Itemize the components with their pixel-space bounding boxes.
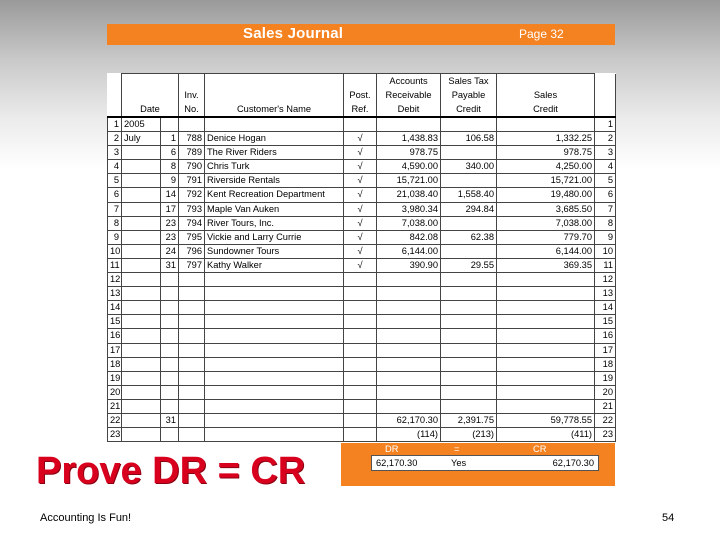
sales-tax-credit bbox=[441, 301, 497, 315]
invoice-number bbox=[179, 315, 205, 329]
sales-credit bbox=[497, 273, 595, 287]
invoice-number bbox=[179, 287, 205, 301]
accounts-receivable-debit bbox=[377, 287, 441, 301]
row-number: 6 bbox=[108, 188, 122, 202]
sales-tax-credit: 106.58 bbox=[441, 132, 497, 146]
accounts-receivable-debit: 3,980.34 bbox=[377, 202, 441, 216]
invoice-number bbox=[179, 343, 205, 357]
date-month-year bbox=[122, 230, 161, 244]
prove-cr-label: CR bbox=[533, 444, 547, 454]
row-number: 8 bbox=[108, 216, 122, 230]
customer-name: River Tours, Inc. bbox=[205, 216, 344, 230]
customer-name bbox=[205, 329, 344, 343]
accounts-receivable-debit bbox=[377, 385, 441, 399]
post-ref: √ bbox=[344, 230, 377, 244]
date-month-year bbox=[122, 301, 161, 315]
row-number: 17 bbox=[108, 343, 122, 357]
table-row bbox=[108, 413, 616, 427]
sales-credit bbox=[497, 287, 595, 301]
row-number: 14 bbox=[108, 301, 122, 315]
post-ref bbox=[344, 343, 377, 357]
sales-credit bbox=[497, 371, 595, 385]
accounts-receivable-debit bbox=[377, 329, 441, 343]
date-day: 31 bbox=[161, 413, 179, 427]
accounts-receivable-debit bbox=[377, 117, 441, 132]
date-month-year bbox=[122, 258, 161, 272]
row-number: 20 bbox=[108, 385, 122, 399]
customer-name bbox=[205, 117, 344, 132]
row-number-right: 6 bbox=[595, 188, 616, 202]
date-header: Date bbox=[122, 102, 179, 117]
right-number-header bbox=[595, 74, 616, 89]
sales-credit bbox=[497, 357, 595, 371]
invoice-number bbox=[179, 385, 205, 399]
row-number: 10 bbox=[108, 244, 122, 258]
inv-header-line2: Inv. bbox=[179, 88, 205, 102]
sales-header-line1 bbox=[497, 74, 595, 89]
date-day bbox=[161, 273, 179, 287]
sales-credit: 15,721.00 bbox=[497, 174, 595, 188]
sales-credit: 3,685.50 bbox=[497, 202, 595, 216]
post-ref: √ bbox=[344, 160, 377, 174]
tax-header-line1: Sales Tax bbox=[441, 74, 497, 89]
invoice-number bbox=[179, 329, 205, 343]
row-number-right: 5 bbox=[595, 174, 616, 188]
row-number-right: 16 bbox=[595, 329, 616, 343]
ar-header-line2: Receivable bbox=[377, 88, 441, 102]
accounts-receivable-debit: 15,721.00 bbox=[377, 174, 441, 188]
post-ref: √ bbox=[344, 202, 377, 216]
customer-name: Kent Recreation Department bbox=[205, 188, 344, 202]
date-month-year bbox=[122, 188, 161, 202]
sales-tax-credit bbox=[441, 357, 497, 371]
table-row bbox=[108, 357, 616, 371]
date-month-year bbox=[122, 202, 161, 216]
table-row bbox=[108, 146, 616, 160]
post-ref bbox=[344, 315, 377, 329]
footer-caption: Accounting Is Fun! bbox=[40, 512, 132, 524]
post-ref: √ bbox=[344, 244, 377, 258]
post-ref bbox=[344, 287, 377, 301]
sales-credit: 19,480.00 bbox=[497, 188, 595, 202]
date-header-line1 bbox=[122, 74, 179, 89]
date-day bbox=[161, 287, 179, 301]
table-row bbox=[108, 258, 616, 272]
sales-journal-table bbox=[107, 73, 616, 442]
row-number: 21 bbox=[108, 399, 122, 413]
row-number-right: 15 bbox=[595, 315, 616, 329]
post-header-line1 bbox=[344, 74, 377, 89]
sales-credit bbox=[497, 301, 595, 315]
sales-credit: 6,144.00 bbox=[497, 244, 595, 258]
invoice-number: 789 bbox=[179, 146, 205, 160]
prove-cr-value: 62,170.30 bbox=[552, 458, 594, 468]
table-row bbox=[108, 329, 616, 343]
sales-tax-payable-credit-header: Credit bbox=[441, 102, 497, 117]
accounts-receivable-debit: 4,590.00 bbox=[377, 160, 441, 174]
row-number-right: 23 bbox=[595, 428, 616, 442]
accounts-receivable-debit: 6,144.00 bbox=[377, 244, 441, 258]
date-day bbox=[161, 343, 179, 357]
date-day bbox=[161, 371, 179, 385]
header-row-1 bbox=[108, 74, 616, 89]
row-number-right: 18 bbox=[595, 357, 616, 371]
inv-header-line1 bbox=[179, 74, 205, 89]
post-ref bbox=[344, 371, 377, 385]
table-row bbox=[108, 132, 616, 146]
date-day bbox=[161, 315, 179, 329]
sales-credit: 7,038.00 bbox=[497, 216, 595, 230]
date-month-year bbox=[122, 385, 161, 399]
accounts-receivable-debit: 390.90 bbox=[377, 258, 441, 272]
row-number: 19 bbox=[108, 371, 122, 385]
row-number-right: 10 bbox=[595, 244, 616, 258]
customer-name bbox=[205, 385, 344, 399]
table-row bbox=[108, 188, 616, 202]
date-month-year bbox=[122, 273, 161, 287]
sales-tax-credit bbox=[441, 329, 497, 343]
customer-name: Riverside Rentals bbox=[205, 174, 344, 188]
sales-credit: 59,778.55 bbox=[497, 413, 595, 427]
sales-tax-credit bbox=[441, 174, 497, 188]
invoice-number bbox=[179, 117, 205, 132]
date-day bbox=[161, 428, 179, 442]
date-month-year bbox=[122, 357, 161, 371]
row-number-right: 4 bbox=[595, 160, 616, 174]
table-row bbox=[108, 244, 616, 258]
sales-journal-header bbox=[107, 24, 615, 45]
customer-name: Sundowner Tours bbox=[205, 244, 344, 258]
invoice-number: 796 bbox=[179, 244, 205, 258]
post-ref: √ bbox=[344, 188, 377, 202]
journal-title: Sales Journal bbox=[243, 25, 344, 42]
row-number: 2 bbox=[108, 132, 122, 146]
sales-credit: (411) bbox=[497, 428, 595, 442]
inv-no-header: No. bbox=[179, 102, 205, 117]
sales-tax-credit: 62.38 bbox=[441, 230, 497, 244]
accounts-receivable-debit bbox=[377, 273, 441, 287]
prove-dr-cr-title: Prove DR = CR bbox=[36, 450, 306, 492]
table-row bbox=[108, 230, 616, 244]
accounts-receivable-debit: (114) bbox=[377, 428, 441, 442]
customer-header-line1 bbox=[205, 74, 344, 89]
date-month-year bbox=[122, 146, 161, 160]
row-number: 16 bbox=[108, 329, 122, 343]
date-month-year: July bbox=[122, 132, 161, 146]
customer-name-header: Customer's Name bbox=[205, 102, 344, 117]
row-number: 23 bbox=[108, 428, 122, 442]
table-row bbox=[108, 202, 616, 216]
sales-tax-credit bbox=[441, 216, 497, 230]
date-month-year bbox=[122, 174, 161, 188]
row-number-right: 19 bbox=[595, 371, 616, 385]
sales-credit: 4,250.00 bbox=[497, 160, 595, 174]
sales-tax-credit bbox=[441, 385, 497, 399]
date-month-year bbox=[122, 216, 161, 230]
sales-tax-credit: 1,558.40 bbox=[441, 188, 497, 202]
invoice-number bbox=[179, 428, 205, 442]
invoice-number bbox=[179, 371, 205, 385]
post-ref bbox=[344, 273, 377, 287]
sales-tax-credit bbox=[441, 343, 497, 357]
customer-name bbox=[205, 413, 344, 427]
date-month-year bbox=[122, 343, 161, 357]
invoice-number bbox=[179, 413, 205, 427]
sales-credit-header: Credit bbox=[497, 102, 595, 117]
sales-tax-credit bbox=[441, 315, 497, 329]
row-number: 1 bbox=[108, 117, 122, 132]
sales-tax-credit: (213) bbox=[441, 428, 497, 442]
table-row bbox=[108, 315, 616, 329]
post-ref: √ bbox=[344, 216, 377, 230]
date-month-year bbox=[122, 287, 161, 301]
row-number: 11 bbox=[108, 258, 122, 272]
date-day: 9 bbox=[161, 174, 179, 188]
post-ref: √ bbox=[344, 132, 377, 146]
sales-tax-credit: 294.84 bbox=[441, 202, 497, 216]
customer-name bbox=[205, 287, 344, 301]
accounts-receivable-debit-header: Debit bbox=[377, 102, 441, 117]
row-number-right: 17 bbox=[595, 343, 616, 357]
row-number: 3 bbox=[108, 146, 122, 160]
customer-name: Denice Hogan bbox=[205, 132, 344, 146]
post-ref: √ bbox=[344, 258, 377, 272]
customer-name bbox=[205, 357, 344, 371]
table-row bbox=[108, 160, 616, 174]
date-day bbox=[161, 301, 179, 315]
row-number-right: 2 bbox=[595, 132, 616, 146]
invoice-number: 794 bbox=[179, 216, 205, 230]
row-number-right: 8 bbox=[595, 216, 616, 230]
post-ref: √ bbox=[344, 174, 377, 188]
row-number-right: 13 bbox=[595, 287, 616, 301]
sales-tax-credit bbox=[441, 287, 497, 301]
row-number-header bbox=[108, 74, 122, 89]
row-number: 4 bbox=[108, 160, 122, 174]
date-day bbox=[161, 329, 179, 343]
row-number-right: 20 bbox=[595, 385, 616, 399]
header-row-3 bbox=[108, 102, 616, 117]
table-row bbox=[108, 343, 616, 357]
invoice-number: 792 bbox=[179, 188, 205, 202]
customer-name bbox=[205, 273, 344, 287]
invoice-number: 793 bbox=[179, 202, 205, 216]
sales-credit bbox=[497, 399, 595, 413]
invoice-number: 797 bbox=[179, 258, 205, 272]
invoice-number: 790 bbox=[179, 160, 205, 174]
post-ref bbox=[344, 117, 377, 132]
customer-name bbox=[205, 428, 344, 442]
row-number-right: 1 bbox=[595, 117, 616, 132]
customer-name: Vickie and Larry Currie bbox=[205, 230, 344, 244]
table-row bbox=[108, 371, 616, 385]
date-month-year bbox=[122, 371, 161, 385]
customer-name bbox=[205, 343, 344, 357]
row-number: 7 bbox=[108, 202, 122, 216]
date-day: 23 bbox=[161, 230, 179, 244]
row-number: 15 bbox=[108, 315, 122, 329]
tax-header-line2: Payable bbox=[441, 88, 497, 102]
post-ref-header: Ref. bbox=[344, 102, 377, 117]
invoice-number: 795 bbox=[179, 230, 205, 244]
customer-header-line2 bbox=[205, 88, 344, 102]
sales-credit: 1,332.25 bbox=[497, 132, 595, 146]
header-row-2 bbox=[108, 88, 616, 102]
date-month-year bbox=[122, 329, 161, 343]
invoice-number: 788 bbox=[179, 132, 205, 146]
post-ref bbox=[344, 385, 377, 399]
sales-tax-credit: 2,391.75 bbox=[441, 413, 497, 427]
sales-credit bbox=[497, 329, 595, 343]
row-number-right: 7 bbox=[595, 202, 616, 216]
date-month-year bbox=[122, 399, 161, 413]
accounts-receivable-debit bbox=[377, 371, 441, 385]
prove-equal-result: Yes bbox=[451, 458, 467, 468]
table-row bbox=[108, 117, 616, 132]
invoice-number bbox=[179, 301, 205, 315]
date-month-year bbox=[122, 244, 161, 258]
sales-credit: 978.75 bbox=[497, 146, 595, 160]
invoice-number bbox=[179, 357, 205, 371]
table-row bbox=[108, 399, 616, 413]
date-day bbox=[161, 117, 179, 132]
accounts-receivable-debit: 842.08 bbox=[377, 230, 441, 244]
journal-page-number: Page 32 bbox=[519, 27, 564, 41]
sales-tax-credit bbox=[441, 146, 497, 160]
date-day: 23 bbox=[161, 216, 179, 230]
row-number-right: 21 bbox=[595, 399, 616, 413]
row-number-right: 22 bbox=[595, 413, 616, 427]
date-day: 14 bbox=[161, 188, 179, 202]
row-number-right: 11 bbox=[595, 258, 616, 272]
table-row bbox=[108, 174, 616, 188]
table-row bbox=[108, 273, 616, 287]
sales-tax-credit: 340.00 bbox=[441, 160, 497, 174]
date-month-year: 2005 bbox=[122, 117, 161, 132]
sales-tax-credit bbox=[441, 399, 497, 413]
customer-name: The River Riders bbox=[205, 146, 344, 160]
date-day bbox=[161, 357, 179, 371]
accounts-receivable-debit bbox=[377, 301, 441, 315]
sales-header-line2: Sales bbox=[497, 88, 595, 102]
post-ref bbox=[344, 413, 377, 427]
date-day: 24 bbox=[161, 244, 179, 258]
date-day bbox=[161, 385, 179, 399]
invoice-number bbox=[179, 399, 205, 413]
date-header-line2 bbox=[122, 88, 179, 102]
customer-name bbox=[205, 301, 344, 315]
invoice-number bbox=[179, 273, 205, 287]
sales-credit bbox=[497, 117, 595, 132]
date-day: 17 bbox=[161, 202, 179, 216]
invoice-number: 791 bbox=[179, 174, 205, 188]
date-day: 8 bbox=[161, 160, 179, 174]
date-month-year bbox=[122, 428, 161, 442]
accounts-receivable-debit: 978.75 bbox=[377, 146, 441, 160]
row-number: 22 bbox=[108, 413, 122, 427]
row-number-right: 14 bbox=[595, 301, 616, 315]
row-number: 13 bbox=[108, 287, 122, 301]
customer-name bbox=[205, 371, 344, 385]
sales-tax-credit bbox=[441, 371, 497, 385]
accounts-receivable-debit: 1,438.83 bbox=[377, 132, 441, 146]
table-row bbox=[108, 301, 616, 315]
sales-credit bbox=[497, 315, 595, 329]
accounts-receivable-debit bbox=[377, 357, 441, 371]
prove-equals-label: = bbox=[454, 444, 460, 454]
post-ref: √ bbox=[344, 146, 377, 160]
date-day bbox=[161, 399, 179, 413]
table-row bbox=[108, 216, 616, 230]
accounts-receivable-debit: 21,038.40 bbox=[377, 188, 441, 202]
row-number-right: 12 bbox=[595, 273, 616, 287]
sales-tax-credit: 29.55 bbox=[441, 258, 497, 272]
row-number: 18 bbox=[108, 357, 122, 371]
sales-tax-credit bbox=[441, 117, 497, 132]
post-ref bbox=[344, 428, 377, 442]
row-number-right: 3 bbox=[595, 146, 616, 160]
ar-header-line1: Accounts bbox=[377, 74, 441, 89]
table-row bbox=[108, 287, 616, 301]
date-month-year bbox=[122, 160, 161, 174]
customer-name: Maple Van Auken bbox=[205, 202, 344, 216]
post-ref bbox=[344, 357, 377, 371]
customer-name: Kathy Walker bbox=[205, 258, 344, 272]
accounts-receivable-debit bbox=[377, 343, 441, 357]
table-row bbox=[108, 428, 616, 442]
post-ref bbox=[344, 329, 377, 343]
customer-name bbox=[205, 399, 344, 413]
post-ref bbox=[344, 399, 377, 413]
row-number: 9 bbox=[108, 230, 122, 244]
prove-dr-label: DR bbox=[385, 444, 399, 454]
customer-name bbox=[205, 315, 344, 329]
prove-dr-value: 62,170.30 bbox=[376, 458, 418, 468]
post-header-line2: Post. bbox=[344, 88, 377, 102]
date-month-year bbox=[122, 315, 161, 329]
table-row bbox=[108, 385, 616, 399]
sales-credit: 779.70 bbox=[497, 230, 595, 244]
accounts-receivable-debit bbox=[377, 399, 441, 413]
row-number-right: 9 bbox=[595, 230, 616, 244]
sales-credit bbox=[497, 343, 595, 357]
sales-credit bbox=[497, 385, 595, 399]
date-day: 1 bbox=[161, 132, 179, 146]
slide-number: 54 bbox=[662, 512, 675, 524]
row-number: 12 bbox=[108, 273, 122, 287]
journal-rows bbox=[108, 117, 616, 442]
date-day: 31 bbox=[161, 258, 179, 272]
sales-tax-credit bbox=[441, 273, 497, 287]
accounts-receivable-debit: 62,170.30 bbox=[377, 413, 441, 427]
accounts-receivable-debit: 7,038.00 bbox=[377, 216, 441, 230]
sales-credit: 369.35 bbox=[497, 258, 595, 272]
customer-name: Chris Turk bbox=[205, 160, 344, 174]
date-month-year bbox=[122, 413, 161, 427]
row-number: 5 bbox=[108, 174, 122, 188]
accounts-receivable-debit bbox=[377, 315, 441, 329]
post-ref bbox=[344, 301, 377, 315]
sales-tax-credit bbox=[441, 244, 497, 258]
date-day: 6 bbox=[161, 146, 179, 160]
prove-values-box bbox=[371, 455, 599, 471]
